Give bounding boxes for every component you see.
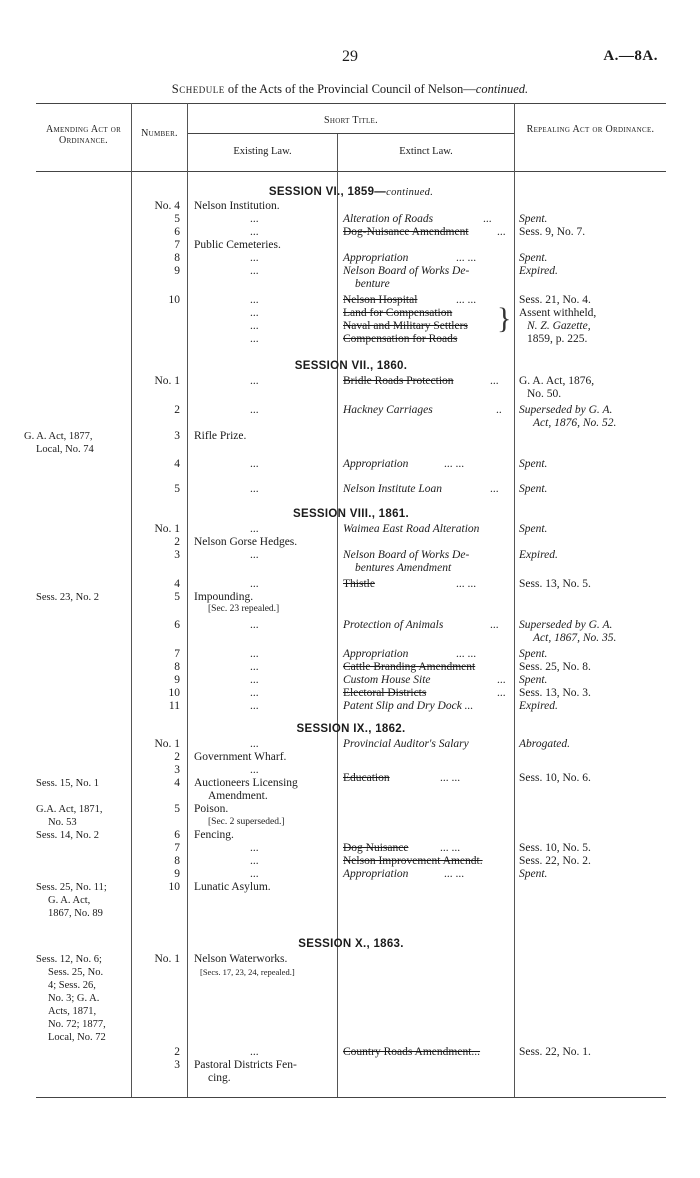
- row-number: 3: [174, 1059, 180, 1071]
- amending-act-cont: Local, No. 72: [48, 1032, 106, 1043]
- section-note: [Sec. 23 repealed.]: [208, 604, 280, 614]
- existing-law: Government Wharf.: [194, 751, 287, 763]
- row-number: 9: [174, 265, 180, 277]
- repealing-act: Spent.: [519, 252, 548, 264]
- amending-act: Sess. 14, No. 2: [36, 830, 100, 841]
- row-number: 10: [168, 294, 180, 306]
- repealing-act: Spent.: [519, 674, 548, 686]
- existing-law: Fencing.: [194, 829, 234, 841]
- amending-act-cont: No. 3; G. A.: [48, 993, 100, 1004]
- existing-law: ...: [250, 868, 259, 880]
- schedule-title: [0, 82, 700, 97]
- repealing-act: Abrogated.: [519, 738, 570, 750]
- existing-law: Rifle Prize.: [194, 430, 247, 442]
- extinct-dots: ...: [483, 213, 492, 225]
- existing-law: ...: [250, 648, 259, 660]
- extinct-law: Nelson Board of Works De-: [343, 549, 470, 561]
- existing-law: ...: [250, 523, 259, 535]
- row-number: 5: [174, 483, 180, 495]
- existing-law: ...: [250, 307, 259, 319]
- existing-law: ...: [250, 483, 259, 495]
- repealing-act: Spent.: [519, 483, 548, 495]
- amending-act: Sess. 25, No. 11;: [36, 882, 107, 893]
- existing-law: ...: [250, 333, 259, 345]
- existing-law: Impounding.: [194, 591, 254, 603]
- extinct-law: Education: [343, 772, 390, 784]
- extinct-dots: ... ...: [456, 578, 477, 590]
- repealing-act: Sess. 22, No. 1.: [519, 1046, 591, 1058]
- extinct-law: Dog-Nuisance Amendment: [343, 226, 469, 238]
- amending-act-cont: No. 72; 1877,: [48, 1019, 106, 1030]
- brace-icon: }: [497, 302, 512, 335]
- extinct-law: Protection of Animals: [343, 619, 444, 631]
- extinct-law: Appropriation: [343, 648, 409, 660]
- row-number: 7: [174, 842, 180, 854]
- existing-law: ...: [250, 375, 259, 387]
- repealing-act: Expired.: [519, 700, 558, 712]
- session-heading: [188, 360, 514, 372]
- repealing-act: Superseded by G. A.: [519, 404, 613, 416]
- repealing-act: Superseded by G. A.: [519, 619, 613, 631]
- existing-law: ...: [250, 842, 259, 854]
- row-number: 5: [174, 591, 180, 603]
- row-number: 3: [174, 549, 180, 561]
- extinct-law: Appropriation: [343, 458, 409, 470]
- section-note: [Secs. 17, 23, 24, repealed.]: [200, 967, 295, 977]
- extinct-law: Appropriation: [343, 252, 409, 264]
- extinct-dots: ... ...: [456, 648, 477, 660]
- extinct-law: Custom House Site: [343, 674, 431, 686]
- session-heading: [188, 508, 514, 520]
- amending-act-cont: Sess. 25, No.: [48, 967, 104, 978]
- row-number: 2: [174, 1046, 180, 1058]
- existing-law: ...: [250, 700, 259, 712]
- header-existing-law: Existing Law.: [233, 146, 292, 157]
- session-continued: continued.: [386, 187, 434, 198]
- existing-law-cont: cing.: [208, 1072, 231, 1084]
- repealing-act: 1859, p. 225.: [527, 333, 588, 345]
- extinct-law: Compensation for Roads: [343, 333, 458, 345]
- repealing-act: Assent withheld,: [519, 307, 597, 319]
- extinct-law: Nelson Improvement Amendt.: [343, 855, 483, 867]
- session-label: SESSION VII., 1860.: [294, 360, 408, 372]
- extinct-dots: ...: [490, 619, 499, 631]
- amending-act-cont: G. A. Act,: [48, 895, 91, 906]
- section-note: [Sec. 2 superseded.]: [208, 817, 285, 827]
- extinct-law: Nelson Hospital: [343, 294, 418, 306]
- header-short-title: Short Title.: [324, 115, 378, 126]
- session-heading: [188, 938, 514, 950]
- row-number: No. 1: [154, 523, 180, 535]
- repealing-act: Spent.: [519, 523, 548, 535]
- extinct-law: Waimea East Road Alteration: [343, 523, 480, 535]
- title-continued: continued.: [475, 82, 529, 96]
- amending-act: G.A. Act, 1871,: [36, 804, 103, 815]
- existing-law: ...: [250, 1046, 259, 1058]
- extinct-law: Dog Nuisance: [343, 842, 409, 854]
- existing-law: ...: [250, 674, 259, 686]
- amending-act-cont: Local, No. 74: [36, 444, 94, 455]
- row-number: 2: [174, 404, 180, 416]
- repealing-act: Spent.: [519, 868, 548, 880]
- extinct-law: Alteration of Roads: [343, 213, 434, 225]
- row-number: 8: [174, 855, 180, 867]
- row-number: No. 1: [154, 953, 180, 965]
- extinct-law-cont: benture: [355, 278, 390, 290]
- extinct-law-cont: bentures Amendment: [355, 562, 452, 574]
- amending-act: Sess. 23, No. 2: [36, 592, 100, 603]
- existing-law: ...: [250, 549, 259, 561]
- repealing-act-cont: Act, 1876, No. 52.: [533, 417, 617, 429]
- existing-law: ...: [250, 294, 259, 306]
- title-rest: of the Acts of the Provincial Council of Nelson—: [227, 82, 476, 96]
- repealing-act: Sess. 9, No. 7.: [519, 226, 586, 238]
- existing-law-cont: Amendment.: [208, 790, 268, 802]
- extinct-dots: ...: [490, 375, 499, 387]
- existing-law: ...: [250, 738, 259, 750]
- existing-law: ...: [250, 404, 259, 416]
- existing-law: Nelson Gorse Hedges.: [194, 536, 298, 548]
- existing-law: Auctioneers Licensing: [194, 777, 298, 789]
- extinct-dots: ... ...: [456, 252, 477, 264]
- extinct-law: Country Roads Amendment...: [343, 1046, 481, 1058]
- repealing-act-cont: Act, 1867, No. 35.: [533, 632, 617, 644]
- row-number: 2: [174, 536, 180, 548]
- row-number: 6: [174, 619, 180, 631]
- amending-act: G. A. Act, 1877,: [24, 431, 93, 442]
- repealing-act: Sess. 21, No. 4.: [519, 294, 591, 306]
- extinct-law: Naval and Military Settlers: [343, 320, 468, 332]
- row-number: 10: [168, 687, 180, 699]
- row-number: 5: [174, 213, 180, 225]
- existing-law: ...: [250, 687, 259, 699]
- existing-law: ...: [250, 252, 259, 264]
- header-extinct-law: Extinct Law.: [399, 146, 453, 157]
- repealing-act: Expired.: [519, 549, 558, 561]
- row-number: 11: [168, 700, 180, 712]
- row-number: 8: [174, 661, 180, 673]
- extinct-law: Nelson Institute Loan: [343, 483, 443, 495]
- title-lead: Schedule: [171, 82, 225, 96]
- existing-law: Poison.: [194, 803, 229, 815]
- existing-law: Pastoral Districts Fen-: [194, 1059, 297, 1071]
- extinct-law: Thistle: [343, 578, 375, 590]
- existing-law: ...: [250, 661, 259, 673]
- row-number: 3: [174, 764, 180, 776]
- repealing-act: G. A. Act, 1876,: [519, 375, 595, 387]
- row-number: 10: [168, 881, 180, 893]
- amending-act: Sess. 15, No. 1: [36, 778, 100, 789]
- existing-law: ...: [250, 213, 259, 225]
- extinct-dots: ...: [490, 483, 499, 495]
- repealing-act: Spent.: [519, 213, 548, 225]
- row-number: 8: [174, 252, 180, 264]
- header-repealing: Repealing Act or Ordinance.: [526, 124, 655, 135]
- page-number: 29: [342, 48, 358, 65]
- table-bottom-rule: [36, 1097, 666, 1098]
- extinct-dots: ... ...: [444, 868, 465, 880]
- extinct-law: Patent Slip and Dry Dock ...: [343, 700, 474, 712]
- row-number: 9: [174, 674, 180, 686]
- amending-act: Sess. 12, No. 6;: [36, 954, 102, 965]
- session-label: SESSION X., 1863.: [298, 938, 404, 950]
- existing-law: Nelson Institution.: [194, 200, 280, 212]
- existing-law: ...: [250, 764, 259, 776]
- short-title-rule: [188, 133, 514, 134]
- extinct-dots: ...: [497, 687, 506, 699]
- existing-law: Nelson Waterworks.: [194, 953, 288, 965]
- session-label: SESSION IX., 1862.: [296, 723, 406, 735]
- repealing-act: Sess. 25, No. 8.: [519, 661, 591, 673]
- repealing-act: Spent.: [519, 458, 548, 470]
- extinct-dots: ... ...: [456, 294, 477, 306]
- extinct-dots: ... ...: [444, 458, 465, 470]
- existing-law: ...: [250, 265, 259, 277]
- existing-law: ...: [250, 855, 259, 867]
- existing-law: ...: [250, 320, 259, 332]
- row-number: 6: [174, 829, 180, 841]
- repealing-act: Spent.: [519, 648, 548, 660]
- session-label: SESSION VI., 1859—: [268, 186, 387, 198]
- page-reference: A.—8A.: [603, 48, 658, 64]
- row-number: 2: [174, 751, 180, 763]
- extinct-law: Hackney Carriages: [343, 404, 433, 416]
- existing-law: ...: [250, 619, 259, 631]
- session-heading: [188, 186, 514, 198]
- repealing-act: Sess. 22, No. 2.: [519, 855, 591, 867]
- row-number: 3: [174, 430, 180, 442]
- repealing-act-cont: No. 50.: [527, 388, 562, 400]
- row-number: 7: [174, 648, 180, 660]
- repealing-act: Sess. 13, No. 5.: [519, 578, 591, 590]
- extinct-dots: ...: [497, 226, 506, 238]
- header-number: Number.: [141, 128, 178, 139]
- row-number: No. 4: [154, 200, 180, 212]
- repealing-act: Sess. 10, No. 5.: [519, 842, 591, 854]
- extinct-law: Electoral Districts: [343, 687, 427, 699]
- amending-act-cont: Acts, 1871,: [48, 1006, 97, 1017]
- repealing-act: Expired.: [519, 265, 558, 277]
- row-number: 4: [174, 458, 180, 470]
- extinct-law: Appropriation: [343, 868, 409, 880]
- existing-law: ...: [250, 226, 259, 238]
- row-number: 5: [174, 803, 180, 815]
- row-number: 9: [174, 868, 180, 880]
- row-number: 7: [174, 239, 180, 251]
- col-divider-3: [337, 134, 338, 1097]
- repealing-act: N. Z. Gazette,: [527, 320, 591, 332]
- col-divider-4: [514, 103, 515, 1097]
- extinct-law: Land for Compensation: [343, 307, 453, 319]
- row-number: 4: [174, 777, 180, 789]
- extinct-dots: ..: [496, 404, 502, 416]
- repealing-act: Sess. 10, No. 6.: [519, 772, 591, 784]
- header-amending: Amending Act or Ordinance.: [45, 124, 122, 146]
- extinct-dots: ... ...: [440, 842, 461, 854]
- amending-act-cont: No. 53: [48, 817, 77, 828]
- row-number: 6: [174, 226, 180, 238]
- amending-act-cont: 1867, No. 89: [48, 908, 103, 919]
- row-number: No. 1: [154, 738, 180, 750]
- extinct-law: Cattle Branding Amendment: [343, 661, 476, 673]
- row-number: No. 1: [154, 375, 180, 387]
- extinct-law: Provincial Auditor's Salary: [343, 738, 469, 750]
- extinct-law: Bridle Roads Protection: [343, 375, 454, 387]
- session-heading: [188, 723, 514, 735]
- extinct-dots: ... ...: [440, 772, 461, 784]
- existing-law: Lunatic Asylum.: [194, 881, 271, 893]
- extinct-law: Nelson Board of Works De-: [343, 265, 470, 277]
- existing-law: ...: [250, 578, 259, 590]
- col-divider-1: [131, 103, 132, 1097]
- row-number: 4: [174, 578, 180, 590]
- extinct-dots: ...: [497, 674, 506, 686]
- existing-law: ...: [250, 458, 259, 470]
- existing-law: Public Cemeteries.: [194, 239, 281, 251]
- session-label: SESSION VIII., 1861.: [293, 508, 409, 520]
- repealing-act: Sess. 13, No. 3.: [519, 687, 591, 699]
- amending-act-cont: 4; Sess. 26,: [48, 980, 96, 991]
